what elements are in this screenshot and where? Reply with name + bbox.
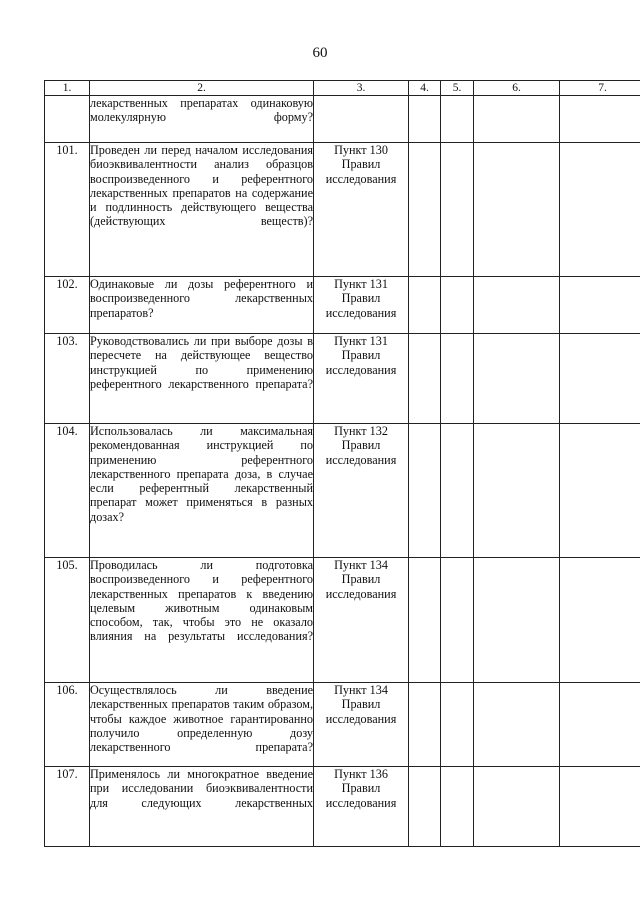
answer-yes-cell[interactable] bbox=[409, 334, 441, 424]
row-number: 104. bbox=[45, 424, 90, 558]
row-number: 105. bbox=[45, 558, 90, 683]
column-header: 1. bbox=[45, 81, 90, 96]
column-header: 4. bbox=[409, 81, 441, 96]
table-header-row bbox=[45, 81, 640, 96]
reference-line: Пункт 131 bbox=[334, 334, 388, 348]
question-text: лекарственных препаратах одинаковую молекулярную форму? bbox=[90, 96, 314, 143]
not-applicable-cell[interactable] bbox=[474, 558, 560, 683]
answer-yes-cell[interactable] bbox=[409, 424, 441, 558]
reference-line: Правил bbox=[341, 781, 381, 796]
reference-line: Пункт 136 bbox=[334, 767, 388, 781]
question-text: Применялось ли многократное введение при исследовании биоэквивалентности для следующих лекарственных bbox=[90, 767, 314, 847]
answer-yes-cell[interactable] bbox=[409, 96, 441, 143]
regulation-reference bbox=[314, 143, 409, 277]
column-header: 2. bbox=[90, 81, 314, 96]
regulation-reference bbox=[314, 558, 409, 683]
question-text: Руководствовались ли при выборе дозы в пересчете на действующее вещество инструкцией по применению референтного лекарственного препарата? bbox=[90, 334, 314, 424]
notes-cell[interactable] bbox=[560, 558, 640, 683]
question-text: Проведен ли перед началом исследования биоэквивалентности анализ образцов воспроизведенного и референтного лекарственных препаратов на содержание и подлинность действующего вещества (действующих веществ)? bbox=[90, 143, 314, 277]
answer-no-cell[interactable] bbox=[441, 334, 474, 424]
not-applicable-cell[interactable] bbox=[474, 96, 560, 143]
reference-line: Правил bbox=[341, 438, 381, 453]
table-row bbox=[45, 143, 640, 277]
answer-yes-cell[interactable] bbox=[409, 558, 441, 683]
answer-yes-cell[interactable] bbox=[409, 143, 441, 277]
table-row bbox=[45, 558, 640, 683]
notes-cell[interactable] bbox=[560, 767, 640, 847]
reference-line: Пункт 131 bbox=[334, 277, 388, 291]
table-row bbox=[45, 96, 640, 143]
reference-line: исследования bbox=[325, 362, 397, 377]
reference-line: Правил bbox=[341, 572, 381, 587]
reference-line: исследования bbox=[325, 711, 397, 726]
reference-line: Пункт 132 bbox=[334, 424, 388, 438]
row-number: 102. bbox=[45, 277, 90, 334]
notes-cell[interactable] bbox=[560, 424, 640, 558]
reference-line: исследования bbox=[325, 171, 397, 186]
answer-yes-cell[interactable] bbox=[409, 277, 441, 334]
checklist-table bbox=[44, 80, 640, 847]
question-text: Проводилась ли подготовка воспроизведенного и референтного лекарственных препаратов к введению целевым животным одинаковым способом, так, чтобы это не оказало влияния на результаты исследования? bbox=[90, 558, 314, 683]
reference-line: Пункт 130 bbox=[334, 143, 388, 157]
row-number: 107. bbox=[45, 767, 90, 847]
reference-line: исследования bbox=[325, 452, 397, 467]
notes-cell[interactable] bbox=[560, 143, 640, 277]
reference-line: Правил bbox=[341, 697, 381, 712]
reference-line: Пункт 134 bbox=[334, 558, 388, 572]
row-number bbox=[45, 96, 90, 143]
reference-line: Пункт 134 bbox=[334, 683, 388, 697]
answer-no-cell[interactable] bbox=[441, 143, 474, 277]
regulation-reference bbox=[314, 96, 409, 143]
regulation-reference bbox=[314, 683, 409, 767]
not-applicable-cell[interactable] bbox=[474, 277, 560, 334]
table-row bbox=[45, 277, 640, 334]
reference-line: исследования bbox=[325, 305, 397, 320]
column-header: 5. bbox=[441, 81, 474, 96]
notes-cell[interactable] bbox=[560, 334, 640, 424]
table-row bbox=[45, 424, 640, 558]
notes-cell[interactable] bbox=[560, 277, 640, 334]
reference-line: Правил bbox=[341, 291, 381, 306]
notes-cell[interactable] bbox=[560, 96, 640, 143]
row-number: 103. bbox=[45, 334, 90, 424]
column-header: 7. bbox=[560, 81, 640, 96]
column-header: 3. bbox=[314, 81, 409, 96]
answer-no-cell[interactable] bbox=[441, 767, 474, 847]
notes-cell[interactable] bbox=[560, 683, 640, 767]
table-row bbox=[45, 683, 640, 767]
question-text: Использовалась ли максимальная рекомендованная инструкцией по применению референтного лекарственного препарата доза, в случае если референтный лекарственный препарат может применяться в разных дозах? bbox=[90, 424, 314, 558]
not-applicable-cell[interactable] bbox=[474, 767, 560, 847]
reference-line: исследования bbox=[325, 795, 397, 810]
not-applicable-cell[interactable] bbox=[474, 424, 560, 558]
answer-yes-cell[interactable] bbox=[409, 767, 441, 847]
not-applicable-cell[interactable] bbox=[474, 334, 560, 424]
answer-no-cell[interactable] bbox=[441, 558, 474, 683]
column-header: 6. bbox=[474, 81, 560, 96]
answer-no-cell[interactable] bbox=[441, 96, 474, 143]
not-applicable-cell[interactable] bbox=[474, 683, 560, 767]
page-number: 60 bbox=[312, 45, 328, 61]
regulation-reference bbox=[314, 277, 409, 334]
row-number: 106. bbox=[45, 683, 90, 767]
reference-line: исследования bbox=[325, 586, 397, 601]
regulation-reference bbox=[314, 334, 409, 424]
table-row bbox=[45, 334, 640, 424]
question-text: Одинаковые ли дозы референтного и воспроизведенного лекарственных препаратов? bbox=[90, 277, 314, 334]
regulation-reference bbox=[314, 424, 409, 558]
question-text: Осуществлялось ли введение лекарственных препаратов таким образом, чтобы каждое животное гарантированно получило определенную дозу лекарственного препарата? bbox=[90, 683, 314, 767]
answer-yes-cell[interactable] bbox=[409, 683, 441, 767]
regulation-reference bbox=[314, 767, 409, 847]
answer-no-cell[interactable] bbox=[441, 424, 474, 558]
answer-no-cell[interactable] bbox=[441, 277, 474, 334]
answer-no-cell[interactable] bbox=[441, 683, 474, 767]
table-row bbox=[45, 767, 640, 847]
not-applicable-cell[interactable] bbox=[474, 143, 560, 277]
row-number: 101. bbox=[45, 143, 90, 277]
reference-line: Правил bbox=[341, 157, 381, 172]
reference-line: Правил bbox=[341, 348, 381, 363]
